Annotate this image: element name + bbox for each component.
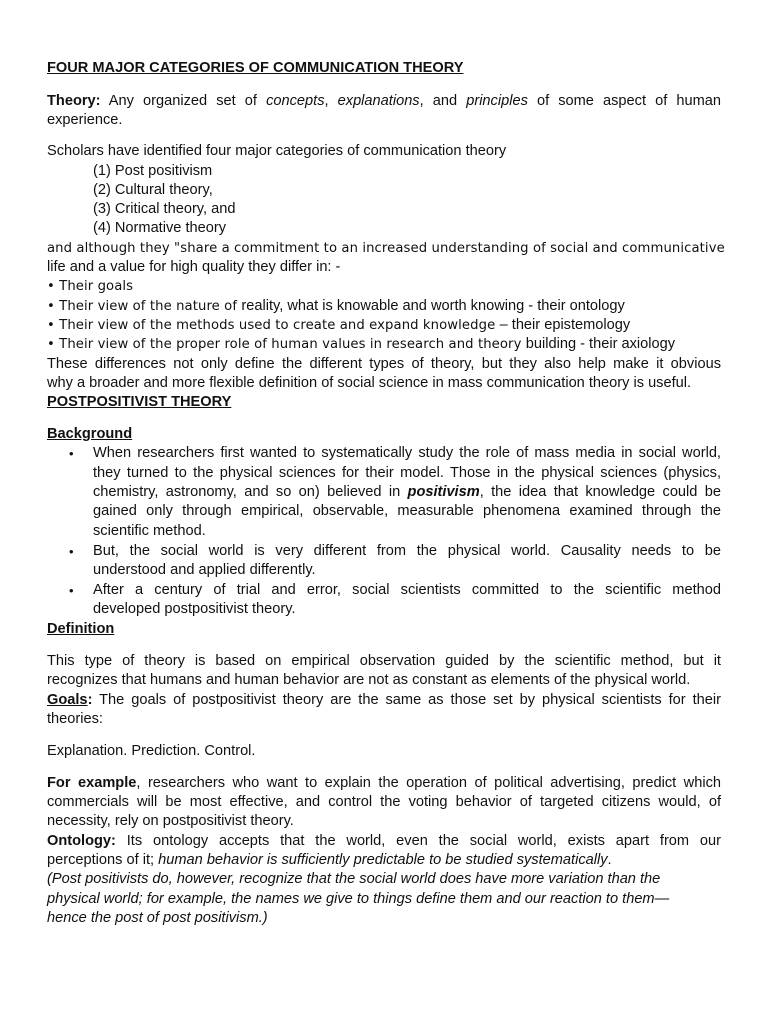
- text-run: reality, what is knowable and worth knowing - their ontology: [241, 298, 625, 314]
- term-principles: principles: [466, 93, 528, 109]
- example-paragraph-l3: necessity, rely on postpositivist theory.: [47, 813, 294, 829]
- text-run: • Their view of the methods used to create and expand knowledge: [47, 318, 500, 333]
- term-positivism: positivism: [407, 484, 480, 500]
- example-label: For example: [47, 775, 137, 791]
- theory-label: Theory:: [47, 93, 101, 109]
- text-run-italic: human behavior is sufficiently predictable to be studied systematically: [158, 852, 608, 868]
- text-run: – their epistemology: [499, 317, 631, 333]
- theory-definition: [47, 92, 721, 112]
- term-explanations: explanations: [337, 93, 420, 109]
- example-paragraph: [47, 774, 721, 794]
- background-point-1-l4: gained only through empirical, observable, measurable phenomena examined through the: [93, 503, 721, 519]
- differ-ontology: [47, 297, 721, 317]
- text-run: Its ontology accepts that the world, even the social world, exists apart from our: [115, 833, 721, 849]
- ontology-paragraph-l2: [47, 851, 721, 871]
- theory-definition-cont: experience.: [47, 112, 123, 128]
- bullet-dot: •: [69, 544, 74, 559]
- background-point-1-l2: they turned to the physical sciences for their model. Those in the physical sciences (physics,: [93, 465, 721, 481]
- text-run: • Their view of the proper role of human values in research and theory: [47, 337, 526, 352]
- category-item: (1) Post positivism: [93, 163, 213, 179]
- background-point-1-l3: [93, 483, 721, 503]
- goals-colon: :: [87, 692, 93, 708]
- differences-paragraph: These differences not only define the different types of theory, but they also help make it obvious: [47, 356, 721, 372]
- text-run: , researchers who want to explain the operation of political advertising, predict which: [136, 775, 721, 791]
- share-commitment-line: and although they "share a commitment to an increased understanding of social and communicative: [47, 241, 725, 256]
- background-point-2: But, the social world is very different from the physical world. Causality needs to be: [93, 543, 721, 559]
- definition-paragraph-l2: recognizes that humans and human behavior are not as constant as elements of the physical world.: [47, 672, 691, 688]
- differ-goals: • Their goals: [47, 279, 134, 294]
- text-run: , the idea that knowledge could be: [479, 484, 721, 500]
- text-run: Any organized set of: [100, 93, 267, 109]
- share-commitment-line-2: life and a value for high quality they differ in: -: [47, 259, 341, 275]
- definition-heading: Definition: [47, 621, 115, 637]
- scholars-intro: Scholars have identified four major categories of communication theory: [47, 143, 507, 159]
- differences-paragraph-cont: why a broader and more flexible definition of social science in mass communication theory is useful.: [47, 375, 692, 391]
- background-heading: Background: [47, 426, 133, 442]
- background-point-1: When researchers first wanted to systematically study the role of mass media in social world,: [93, 445, 721, 461]
- postpositivist-heading: POSTPOSITIVIST THEORY: [47, 394, 232, 410]
- ontology-label: Ontology:: [47, 833, 116, 849]
- text-run: perceptions of it;: [47, 852, 159, 868]
- definition-paragraph: This type of theory is based on empirical observation guided by the scientific method, but it: [47, 653, 721, 669]
- differ-axiology: [47, 335, 721, 355]
- ontology-paragraph: [47, 832, 721, 852]
- post-positivism-note-l2: physical world; for example, the names we give to things define them and our reaction to them—: [47, 891, 670, 907]
- background-point-1-l5: scientific method.: [93, 523, 206, 539]
- goals-paragraph-l2: theories:: [47, 711, 103, 727]
- text-run: building - their axiology: [525, 336, 676, 352]
- text-run: chemistry, astronomy, and so on) believed in: [93, 484, 408, 500]
- category-item: (2) Cultural theory,: [93, 182, 213, 198]
- term-concepts: concepts: [266, 93, 325, 109]
- example-paragraph-l2: commercials will be most effective, and control the voting behavior of targeted citizens would, of: [47, 794, 721, 810]
- background-point-3: After a century of trial and error, social scientists committed to the scientific method: [93, 582, 721, 598]
- post-positivism-note: (Post positivists do, however, recognize that the social world does have more variation than the: [47, 871, 661, 887]
- text-run: The goals of postpositivist theory are the same as those set by physical scientists for their: [92, 692, 721, 708]
- goals-label: Goals: [47, 692, 88, 708]
- category-item: (4) Normative theory: [93, 220, 227, 236]
- text-run: ,: [324, 93, 338, 109]
- category-item: (3) Critical theory, and: [93, 201, 236, 217]
- text-run: , and: [419, 93, 467, 109]
- text-run: .: [607, 852, 612, 868]
- text-run: of some aspect of human: [527, 93, 722, 109]
- post-positivism-note-l3: hence the post of post positivism.): [47, 910, 268, 926]
- bullet-dot: •: [69, 583, 74, 598]
- bullet-dot: •: [69, 446, 74, 461]
- background-point-3-l2: developed postpositivist theory.: [93, 601, 296, 617]
- text-run: • Their view of the nature of: [47, 299, 242, 314]
- explanation-prediction-control: Explanation. Prediction. Control.: [47, 743, 256, 759]
- differ-epistemology: [47, 316, 721, 336]
- goals-paragraph: [47, 691, 721, 711]
- document-title: FOUR MAJOR CATEGORIES OF COMMUNICATION THEORY: [47, 60, 464, 76]
- background-point-2-l2: understood and applied differently.: [93, 562, 316, 578]
